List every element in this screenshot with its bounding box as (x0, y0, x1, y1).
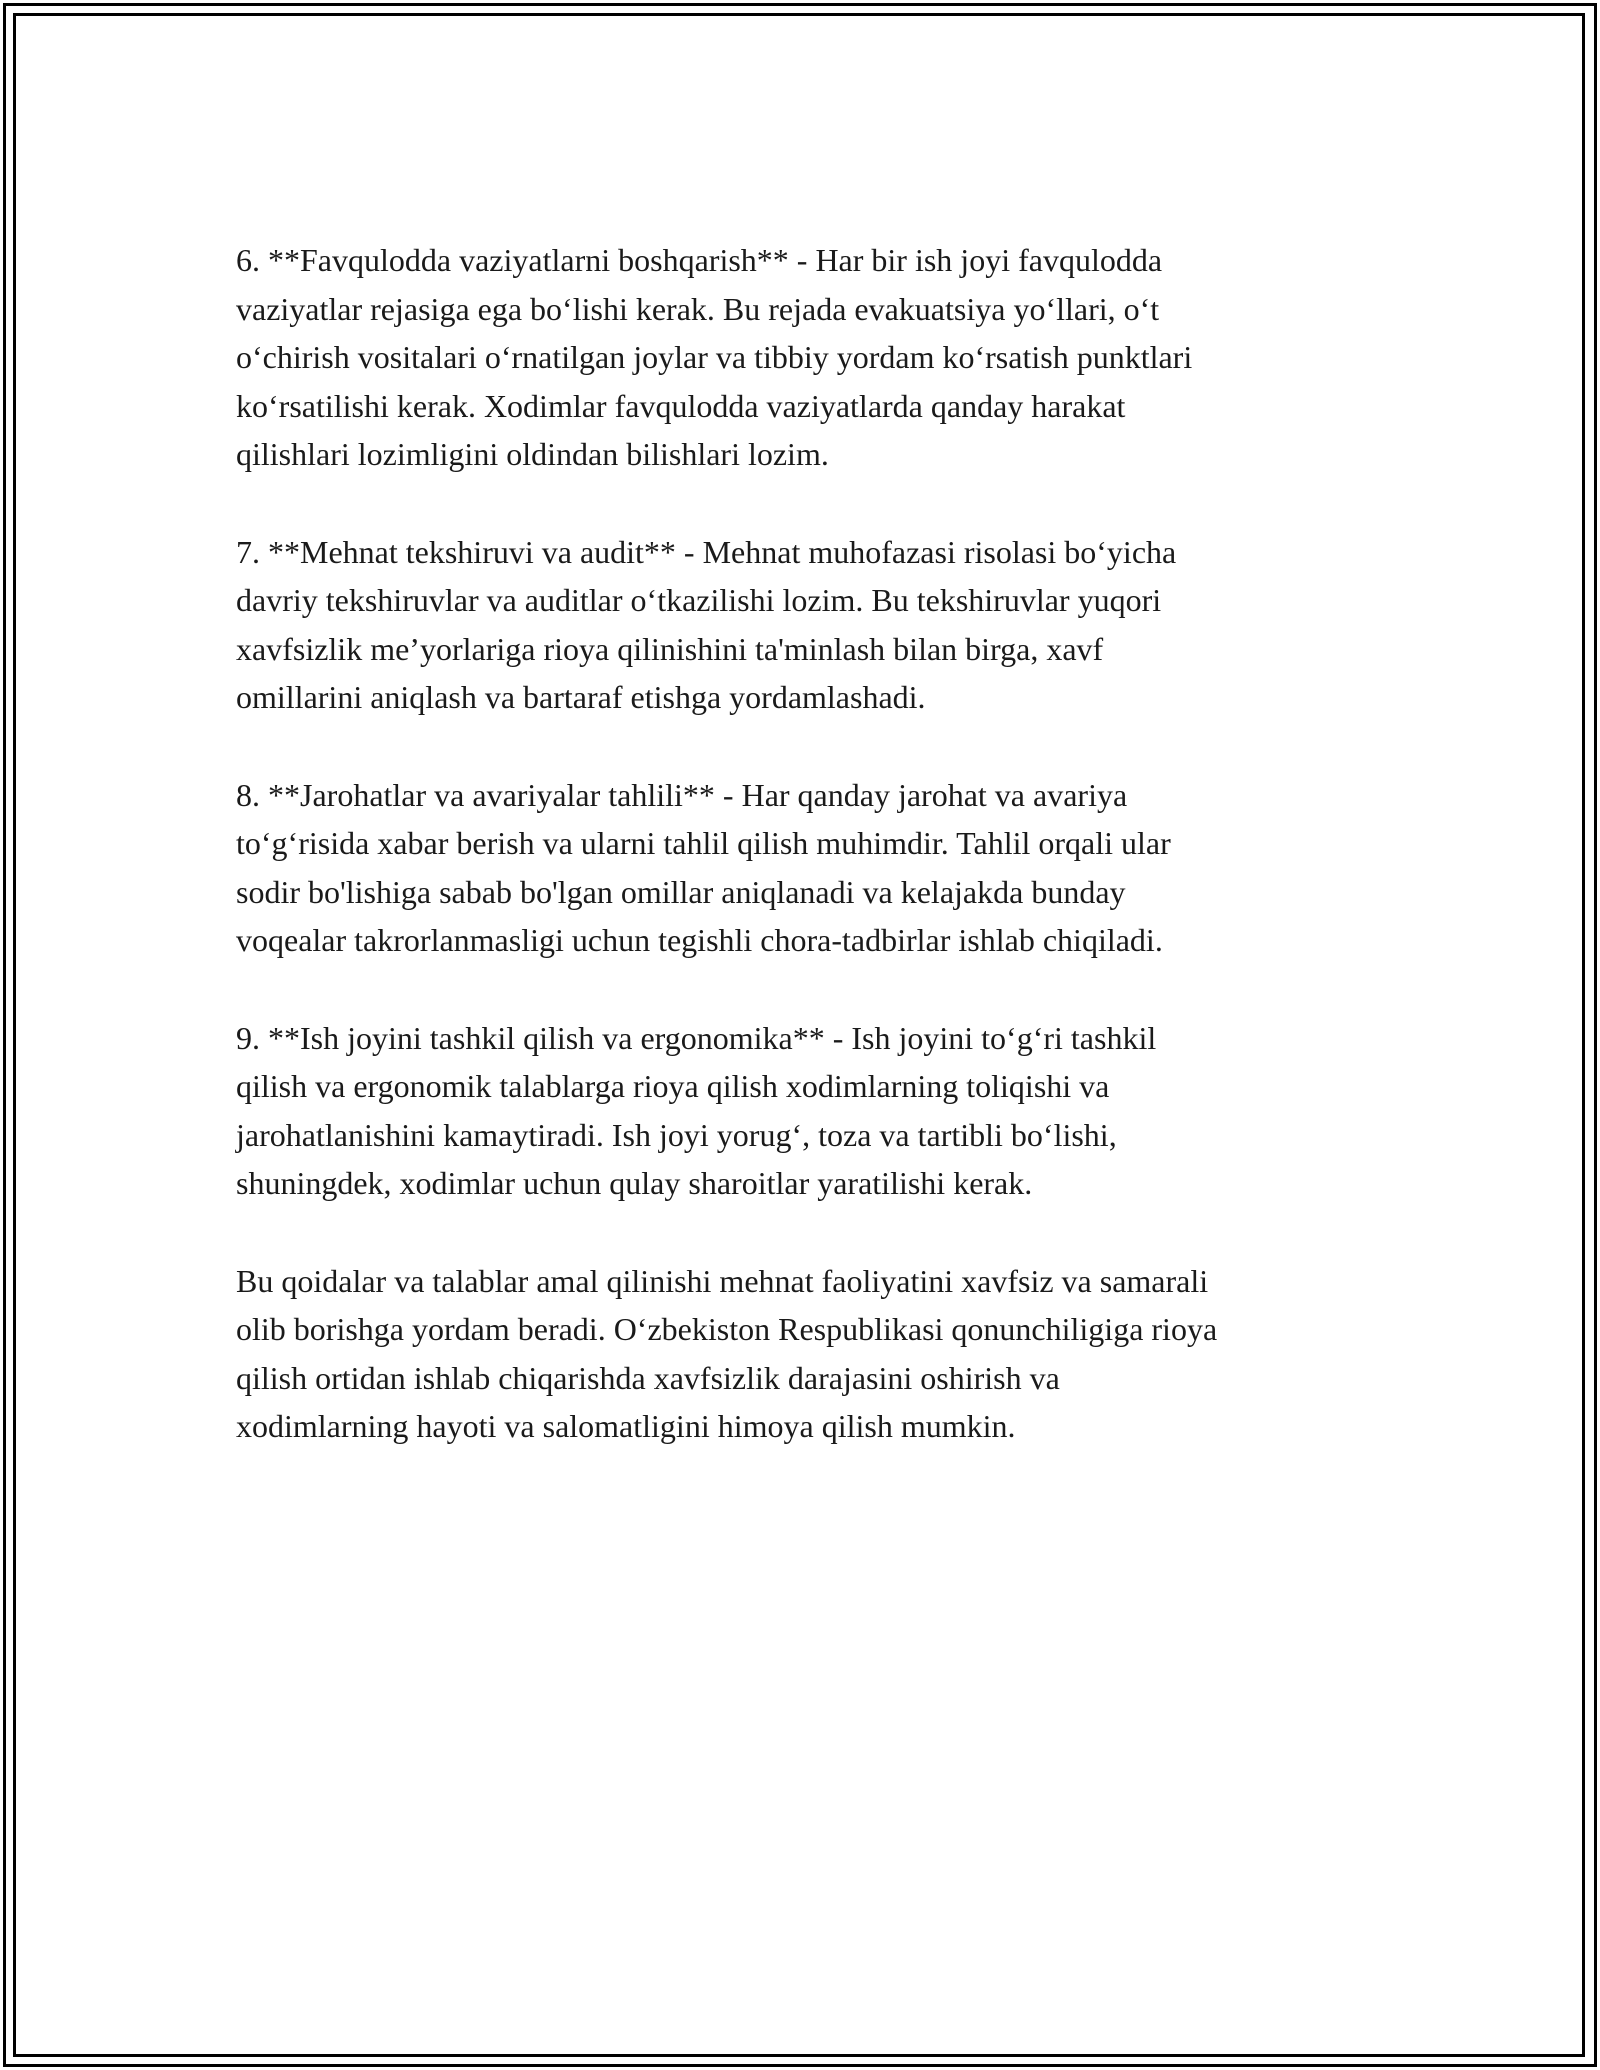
text-line: qilish va ergonomik talablarga rioya qilish xodimlarning toliqishi va (236, 1068, 1110, 1104)
text-line: xodimlarning hayoti va salomatligini himoya qilish mumkin. (236, 1408, 1016, 1444)
text-line: davriy tekshiruvlar va auditlar o‘tkazilishi lozim. Bu tekshiruvlar yuqori (236, 582, 1162, 618)
text-line: omillarini aniqlash va bartaraf etishga yordamlashadi. (236, 679, 926, 715)
text-line: olib borishga yordam beradi. O‘zbekiston Respublikasi qonunchiligiga rioya (236, 1311, 1218, 1347)
text-line: xavfsizlik me’yorlariga rioya qilinishini ta'minlash bilan birga, xavf (236, 630, 1104, 667)
text-line: vaziyatlar rejasiga ega bo‘lishi kerak. Bu rejada evakuatsiya yo‘llari, o‘t (236, 290, 1160, 327)
text-line: 7. **Mehnat tekshiruvi va audit** - Mehnat muhofazasi risolasi bo‘yicha (236, 533, 1177, 570)
text-line: voqealar takrorlanmasligi uchun tegishli chora-tadbirlar ishlab chiqiladi. (236, 922, 1163, 958)
text-line: sodir bo'lishiga sabab bo'lgan omillar aniqlanadi va kelajakda bunday (236, 873, 1126, 910)
text-line: to‘g‘risida xabar berish va ularni tahlil qilish muhimdir. Tahlil orqali ular (236, 825, 1171, 861)
text-line: 9. **Ish joyini tashkil qilish va ergonomika** - Ish joyini to‘g‘ri tashkil (236, 1019, 1157, 1056)
text-line: ko‘rsatilishi kerak. Xodimlar favqulodda vaziyatlarda qanday harakat (236, 387, 1126, 424)
paragraph-emergency-management (236, 236, 1386, 479)
text-line: 6. **Favqulodda vaziyatlarni boshqarish** - Har bir ish joyi favqulodda (236, 242, 1163, 278)
document-body (236, 236, 1386, 1500)
text-line: 8. **Jarohatlar va avariyalar tahlili** - Har qanday jarohat va avariya (236, 776, 1128, 813)
paragraph-labor-inspection (236, 528, 1386, 722)
text-line: o‘chirish vositalari o‘rnatilgan joylar va tibbiy yordam ko‘rsatish punktlari (236, 339, 1193, 375)
paragraph-injury-analysis (236, 771, 1386, 965)
text-line: qilishlari lozimligini oldindan bilishlari lozim. (236, 436, 829, 472)
paragraph-conclusion (236, 1257, 1386, 1451)
text-line: Bu qoidalar va talablar amal qilinishi mehnat faoliyatini xavfsiz va samarali (236, 1262, 1209, 1299)
paragraph-workplace-ergonomics (236, 1014, 1386, 1208)
text-line: shuningdek, xodimlar uchun qulay sharoitlar yaratilishi kerak. (236, 1165, 1033, 1201)
text-line: jarohatlanishini kamaytiradi. Ish joyi yorug‘, toza va tartibli bo‘lishi, (236, 1116, 1117, 1153)
text-line: qilish ortidan ishlab chiqarishda xavfsizlik darajasini oshirish va (236, 1359, 1060, 1396)
